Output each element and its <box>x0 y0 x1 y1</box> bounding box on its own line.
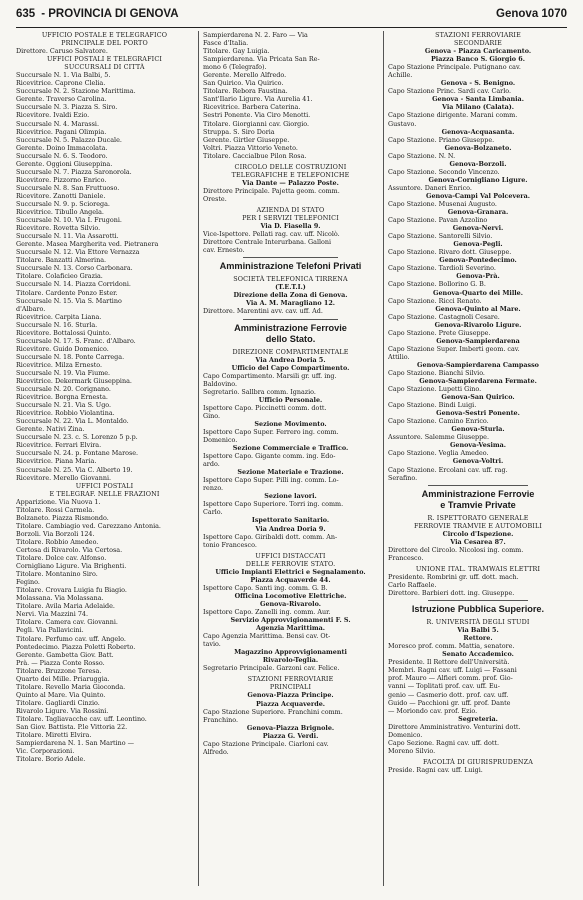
section-rule <box>428 485 528 486</box>
subheading: Genova-Vesima. <box>449 441 507 450</box>
header-title: - PROVINCIA DI GENOVA <box>41 8 179 20</box>
entry-line: Ricevitrice. Barbera Caterina. <box>203 103 301 112</box>
entry-line: San Giov. Battista. P.le Vittoria 22. <box>16 723 128 732</box>
entry-line: Succursale N. 20. Corignano. <box>16 385 111 394</box>
entry-line: Titolare. Avila Maria Adelaide. <box>16 602 115 611</box>
subheading: Genova-Rivarolo Ligure. <box>434 320 522 329</box>
entry-line: Ricevitrice. Pagani Olimpia. <box>16 127 107 136</box>
subheading: Genova-Pegli. <box>453 240 503 249</box>
entry-line: Ricevitore. Guido Domenico. <box>16 344 109 353</box>
section-heading: SOCIETÀ TELEFONICA TIRRENA <box>233 275 348 284</box>
entry-line: Succursale N. 6. S. Teodoro. <box>16 151 108 160</box>
header-right: Genova 1070 <box>496 8 567 20</box>
subheading: Genova-Campi Val Polcevera. <box>425 191 530 200</box>
entry-line: Capo Stazione. Lupetti Gino. <box>388 385 482 394</box>
entry-line: Ricevitrice. Tibullo Angela. <box>16 208 104 217</box>
entry-line: Baldovino. <box>203 379 238 388</box>
entry-line: Titolare. Dolce cav. Alfonso. <box>16 554 107 563</box>
section-heading: UFFICI POSTALI <box>75 481 134 490</box>
entry-line: Ricevitore. Ivaldi Ezio. <box>16 111 90 120</box>
entry-line: Titolare. Camera cav. Giovanni. <box>16 618 118 627</box>
entry-line: Direttore. Marentini avv. cav. uff. Ad. <box>203 307 323 316</box>
entry-line: Gino. <box>203 411 221 420</box>
entry-line: Capo Stazione Super. Imberti geom. cav. <box>388 344 520 353</box>
entry-line: Titolare. Colaficieo Grazia. <box>16 272 103 281</box>
entry-line: Direttore Amministrativo. Venturini dott. <box>388 722 521 731</box>
subheading: Genova-Rivarolo. <box>260 599 321 608</box>
entry-line: Ricevitore. Rovetta Silvio. <box>16 224 101 233</box>
subheading: Genova-Quinto al Mare. <box>435 304 521 313</box>
subheading: Via Andrea Doria 9. <box>255 524 326 533</box>
entry-line: Vic. Corporazioni. <box>16 747 75 756</box>
major-heading: Amministrazione Ferrovie <box>421 488 535 499</box>
entry-line: Gerente. Nativi Zina. <box>16 425 85 434</box>
entry-line: Capo Stazione. Rivaro dott. Giuseppe. <box>388 248 512 257</box>
section-heading: PER I SERVIZI TELEFONICI <box>242 214 339 223</box>
entry-line: Sant'Ilario Ligure. Via Aurelia 41. <box>203 95 313 104</box>
subheading: Genova-Piazza Principe. <box>247 691 334 700</box>
section-heading: R. UNIVERSITÀ DEGLI STUDI <box>426 618 530 627</box>
section-heading: SECONDARIE <box>453 39 502 48</box>
subheading: Sezione lavori. <box>264 492 317 501</box>
entry-line: renzo. <box>203 484 224 493</box>
entry-line: Assuntore. Salemme Giuseppe. <box>388 433 489 442</box>
subheading: Genova-Granara. <box>447 208 509 217</box>
subheading: Piazza Acquaverde 44. <box>250 575 331 584</box>
entry-line: Capo Stazione Superiore. Franchini comm. <box>203 707 343 716</box>
entry-line: Capo Stazione. Ricci Renato. <box>388 296 482 305</box>
entry-line: Titolare. Banzatti Almerina. <box>16 256 107 265</box>
section-heading: FERROVIE TRAMVIE E AUTOMOBILI <box>413 521 543 530</box>
major-heading: dello Stato. <box>265 333 316 344</box>
entry-line: Capo Stazione Principale. Putignano cav. <box>388 63 521 72</box>
entry-line: Succursale N. 14. Piazza Corridoni. <box>16 280 131 289</box>
entry-line: Attilio. <box>388 352 410 361</box>
entry-line: Voltri. Piazza Vittorio Veneto. <box>203 143 298 152</box>
column-3 <box>388 31 568 886</box>
entry-line: Titolare. Crovara Luigia fu Biagio. <box>16 586 127 595</box>
entry-line: Gerente. Girtler Giuseppe. <box>203 135 290 144</box>
entry-line: Capo Stazione. Tardioli Severino. <box>388 264 496 273</box>
entry-line: Domenico. <box>203 436 238 445</box>
subheading: Ufficio Impianti Elettrici e Segnalamento. <box>215 567 366 576</box>
entry-line: Quarto dei Mille. Priaruggia. <box>16 674 110 683</box>
entry-line: Domenico. <box>388 730 423 739</box>
entry-line: Titolare. Caccialbue Pilon Rosa. <box>203 151 307 160</box>
entry-line: Titolare. Borio Adele. <box>16 755 86 764</box>
subheading: Rettore. <box>463 634 493 643</box>
entry-line: Succursale N. 8. San Fruttuoso. <box>16 183 120 192</box>
entry-line: Cornigliano Ligure. Via Brighenti. <box>16 562 127 571</box>
section-heading: R. ISPETTORATO GENERALE <box>427 513 529 522</box>
entry-line: Capo Stazione. Bianchi Silvio. <box>388 368 485 377</box>
entry-line: Rivarolo Ligure. Via Rossini. <box>16 706 109 715</box>
subheading: Circolo d'Ispezione. <box>442 529 514 538</box>
header-rule <box>16 27 567 28</box>
entry-line: Titolare. Gay Luigia. <box>203 47 270 56</box>
entry-line: Ricevitrice. Borgna Ernesta. <box>16 393 108 402</box>
subheading: Via D. Fiasella 9. <box>260 222 321 231</box>
subheading: Ufficio del Capo Compartimento. <box>231 363 350 372</box>
section-heading: SUCCURSALI DI CITTÀ <box>64 63 145 72</box>
entry-line: cav. Ernesto. <box>203 246 245 255</box>
entry-line: Ispettore Capo. Piccinetti comm. dott. <box>203 403 327 412</box>
entry-line: Capo Compartimento. Marsili gr. uff. ing. <box>203 371 337 380</box>
entry-line: Borzoli. Via Borzoli 124. <box>16 529 95 538</box>
entry-line: Succursale N. 13. Corso Carbonara. <box>16 264 133 273</box>
page-header <box>16 8 567 24</box>
entry-line: Ricevitrice. Dekermark Giuseppina. <box>16 377 132 386</box>
subheading: Segreteria. <box>458 714 498 723</box>
subheading: Piazza Banco S. Giorgio 6. <box>431 55 525 64</box>
section-heading: E TELEGRAF. NELLE FRAZIONI <box>49 489 160 498</box>
entry-line: Struppa. S. Siro Doria <box>203 127 275 136</box>
entry-line: Succursale N. 17. S. Franc. d'Albaro. <box>16 336 136 345</box>
entry-line: Capo Stazione. Pavan Azzolino <box>388 216 488 225</box>
subheading: Genova-Sturla. <box>451 425 505 434</box>
entry-line: Guido — Pacchioni gr. uff. prof. Dante <box>388 698 511 707</box>
section-heading: FACOLTÀ DI GIURISPRUDENZA <box>423 757 533 766</box>
section-heading: CIRCOLO DELLE COSTRUZIONI <box>234 162 347 171</box>
entry-line: Ricevitore. Zanotti Daniele. <box>16 191 106 200</box>
entry-line: Titolare. Cambiagio ved. Carezzano Antonia. <box>16 521 161 530</box>
entry-line: Direttore Centrale Interurbana. Galloni <box>203 238 332 247</box>
subheading: Via Milano (Calata). <box>441 103 514 112</box>
section-heading: STAZIONI FERROVIARIE <box>247 675 334 684</box>
entry-line: Moresco prof. comm. Mattia, senatore. <box>388 642 515 651</box>
entry-line: Membri. Ragni cav. uff. Luigi — Fassani <box>388 666 517 675</box>
entry-line: Assuntore. Daneri Enrico. <box>388 183 472 192</box>
subheading: Sezione Commerciale e Traffico. <box>232 444 349 453</box>
page-number: 635 <box>16 8 36 20</box>
entry-line: Fegino. <box>16 578 40 587</box>
entry-line: Succursale N. 25. Via C. Alberto 19. <box>16 465 133 474</box>
subheading: Via Balbi 5. <box>457 626 499 635</box>
entry-line: Ricevitrice. Caprone Clelia. <box>16 79 106 88</box>
entry-line: Capo Stazione Principale. Ciarloni cav. <box>203 739 329 748</box>
entry-line: Capo Stazione dirigente. Marani comm. <box>388 111 518 120</box>
column-divider <box>198 31 199 886</box>
entry-line: Sampierdarena N. 2. Faro — Via <box>203 31 308 39</box>
column-1 <box>16 31 193 886</box>
entry-line: Titolare. Robbio Amedeo. <box>16 537 99 546</box>
subheading: Genova - S. Benigno. <box>440 79 516 88</box>
subheading: Genova-Quarto dei Mille. <box>433 288 523 297</box>
section-rule <box>243 257 338 258</box>
entry-line: Ricevitore. Bottalossi Quinto. <box>16 328 112 337</box>
subheading: Ispettorato Sanitario. <box>251 516 330 525</box>
subheading: Rivarolo-Teglia. <box>262 656 319 665</box>
entry-line: Ispettore Capo Super. Pilli ing. comm. Lo- <box>203 476 339 485</box>
entry-line: Titolare. Montanino Siro. <box>16 570 98 579</box>
entry-line: Ispettore Capo. Gigante comm. ing. Edo- <box>203 452 336 461</box>
subheading: Via A. M. Maragliano 12. <box>245 299 335 308</box>
subheading: Genova - Piazza Caricamento. <box>424 47 532 56</box>
subheading: Magazzino Approvvigionamenti <box>234 648 347 657</box>
entry-line: Succursale N. 23. c. S. Lorenzo 5 p.p. <box>16 433 138 442</box>
entry-line: Gerente. Doino Immacolata. <box>16 143 108 152</box>
entry-line: Vice-Ispettore. Pellati rag. cav. uff. Nicolò. <box>203 230 340 239</box>
section-heading: DIREZIONE COMPARTIMENTALE <box>232 347 349 356</box>
subheading: Genova-Nervi. <box>452 224 504 233</box>
entry-line: — Moriondo cav. prof. Ezio. <box>388 706 478 715</box>
entry-line: Gerente. Traverso Carolina. <box>16 95 107 104</box>
entry-line: Succursale N. 4. Marassi. <box>16 119 99 128</box>
section-heading: TELEGRAFICHE E TELEFONICHE <box>231 170 350 179</box>
entry-line: Capo Stazione. Prete Giuseppe. <box>388 328 491 337</box>
entry-line: Gerente. Masea Margherita ved. Pietranera <box>16 240 159 249</box>
entry-line: San Quirico. Via Quirico. <box>203 79 284 88</box>
entry-line: Capo Stazione. Camino Enrico. <box>388 417 489 426</box>
entry-line: Fasce d'Italia. <box>203 39 249 48</box>
entry-line: Succursale N. 10. Via I. Frugoni. <box>16 216 122 225</box>
entry-line: Succursale N. 15. Via S. Martino <box>16 296 122 305</box>
entry-line: Segretario Principale. Garzoni cav. Felice. <box>203 664 340 673</box>
section-rule <box>428 600 528 601</box>
entry-line: Franchino. <box>203 715 239 724</box>
subheading: Genova-San Quirico. <box>441 393 515 402</box>
entry-line: Ricevitrice. Ferrari Elvira. <box>16 441 102 450</box>
entry-line: Alfredo. <box>203 747 229 756</box>
subheading: Genova-Sampierdarena Fermate. <box>419 377 537 386</box>
entry-line: Prà. — Piazza Conte Rosso. <box>16 658 105 667</box>
subheading: (T.E.T.I.) <box>275 283 306 292</box>
entry-line: Gerente. Merello Alfredo. <box>203 71 287 80</box>
entry-line: Bolzaneto. Piazza Rismondo. <box>16 513 109 522</box>
entry-line: Direttore del Circolo. Nicolosi ing. comm. <box>388 545 524 554</box>
entry-line: Capo Stazione. N. N. <box>388 151 456 160</box>
entry-line: Quinto al Mare. Via Quinto. <box>16 690 106 699</box>
entry-line: Titolare. Giorgianni cav. Giorgio. <box>203 119 310 128</box>
entry-line: Ricevitrice. Carpita Liana. <box>16 312 102 321</box>
subheading: Via Dante — Palazzo Poste. <box>242 178 339 187</box>
entry-line: Direttore Principale. Pajetta geom. comm. <box>203 186 340 195</box>
entry-line: Ispettore Capo. Zanelli ing. comm. Aur. <box>203 608 331 616</box>
entry-line: Ricevitrice. Milza Ernesto. <box>16 360 103 369</box>
subheading: Agenzia Marittima. <box>255 624 326 633</box>
entry-line: Titolare. Rebora Faustina. <box>203 87 288 96</box>
entry-line: Achille. <box>388 71 413 80</box>
entry-line: Succursale N. 24. p. Fontane Marose. <box>16 449 139 458</box>
entry-line: Gerente. Oggioni Giuseppina. <box>16 159 113 168</box>
entry-line: prof. Mauro — Alfieri comm. prof. Gio- <box>388 674 513 683</box>
subheading: Genova-Bolzaneto. <box>444 143 512 152</box>
section-heading: UFFICI POSTALI E TELEGRAFICI <box>46 55 163 64</box>
entry-line: genio — Casmerio dott. prof. cav. uff. <box>388 690 509 699</box>
entry-line: Titolare. Bruzzone Teresa. <box>16 666 102 675</box>
entry-line: tonio Francesco. <box>203 540 257 549</box>
entry-line: Capo Stazione Princ. Sardi cav. Carlo. <box>388 87 512 96</box>
entry-line: Succursale N. 5. Palazzo Ducale. <box>16 135 122 144</box>
entry-line: Succursale N. 21. Via S. Ugo. <box>16 401 112 410</box>
entry-line: tavio. <box>203 640 221 649</box>
entry-line: Capo Stazione. Santorelli Silvio. <box>388 232 493 241</box>
column-divider <box>383 31 384 886</box>
entry-line: Succursale N. 7. Piazza Saronorola. <box>16 167 132 176</box>
entry-line: Capo Stazione. Priano Giuseppe. <box>388 135 495 144</box>
subheading: Genova-Pontedecimo. <box>439 256 517 265</box>
entry-line: Titolare. Revello Maria Gioconda. <box>16 682 126 691</box>
entry-line: Capo Stazione. Castagnoli Cesare. <box>388 312 500 321</box>
subheading: Genova-Sampierdarena Campasso <box>417 360 539 369</box>
subheading: Genova-Piazza Brignole. <box>246 723 335 732</box>
subheading: Direzione della Zona di Genova. <box>233 291 348 300</box>
entry-line: Presidente. Rombrini gr. uff. dott. mach. <box>388 572 519 581</box>
entry-line: Gerente. Gambetta Giov. Batt. <box>16 650 114 659</box>
entry-line: Apparizione. Via Nuova 1. <box>16 497 101 506</box>
entry-line: Ricevitrice. Piana Maria. <box>16 457 97 466</box>
entry-line: Gustavo. <box>388 119 417 128</box>
entry-line: Sestri Ponente. Via Ciro Menotti. <box>203 111 311 120</box>
entry-line: Succursale N. 18. Ponte Carrega. <box>16 352 125 361</box>
entry-line: Nervi. Via Mazzini 74. <box>16 610 89 619</box>
entry-line: Titolare. Miretti Elvira. <box>16 731 92 740</box>
entry-line: Sampierdarena N. 1. San Martino — <box>16 739 135 748</box>
entry-line: Moreno Silvio. <box>388 746 436 755</box>
subheading: Genova-Voltri. <box>452 457 504 466</box>
entry-line: Preside. Ragni cav. uff. Luigi. <box>388 765 483 774</box>
section-heading: DELLE FERROVIE STATO. <box>245 559 336 568</box>
entry-line: Ricevitore. Pizzorno Enrico. <box>16 175 107 184</box>
entry-line: Francesco. <box>388 553 424 562</box>
entry-line: Serafino. <box>388 473 418 482</box>
section-heading: PRINCIPALE DEL PORTO <box>61 39 148 48</box>
entry-line: Succursale N. 22. Via L. Montaldo. <box>16 417 129 426</box>
entry-line: Capo Stazione. Ercolani cav. uff. rag. <box>388 465 508 474</box>
entry-line: Capo Stazione. Bollorino G. B. <box>388 280 486 289</box>
major-heading: e Tramvie Private <box>440 499 516 510</box>
major-heading: Istruzione Pubblica Superiore. <box>411 604 545 615</box>
subheading: Genova-Acquasanta. <box>441 127 515 136</box>
section-heading: AZIENDA DI STATO <box>256 205 325 214</box>
entry-line: Titolare. Gagliardi Cinzio. <box>16 698 100 707</box>
entry-line: Succursale N. 11. Via Assarotti. <box>16 232 119 241</box>
entry-line: Ispettore Capo. Giribaldi dott. comm. An- <box>203 532 338 541</box>
entry-line: Presidente. Il Rettore dell'Università. <box>388 658 510 667</box>
section-rule <box>243 319 338 320</box>
entry-line: Ricevitore. Merello Giovanni. <box>16 473 112 482</box>
entry-line: Certosa di Rivarolo. Via Certosa. <box>16 546 123 554</box>
entry-line: Succursale N. 1. Via Balbi, 5. <box>16 71 111 80</box>
section-heading: PRINCIPALI <box>269 683 312 692</box>
entry-line: Pontedecimo. Piazza Poletti Roberto. <box>16 642 136 651</box>
section-heading: UFFICIO POSTALE E TELEGRAFICO <box>41 31 168 39</box>
subheading: Via Andrea Doria 5. <box>255 355 326 364</box>
subheading: Servizio Approvvigionamenti F. S. <box>230 616 351 625</box>
entry-line: Sampierdarena. Via Pricata San Re- <box>203 55 320 64</box>
entry-line: Direttore. Barbieri dott. ing. Giuseppe. <box>388 589 515 598</box>
entry-line: Ispettore Capo. Santi ing. comm. G. B. <box>203 583 328 592</box>
entry-line: d'Albaro. <box>16 304 46 313</box>
subheading: Genova - Santa Limbania. <box>432 95 524 104</box>
section-heading: UFFICI DISTACCATI <box>255 551 326 560</box>
entry-line: Ispettore Capo Super. Ferrero ing. comm. <box>203 427 339 436</box>
entry-line: Molassana. Via Molassana. <box>16 594 104 603</box>
subheading: Ufficio Personale. <box>258 395 323 404</box>
subheading: Sezione Movimento. <box>254 419 327 428</box>
entry-line: Carlo. <box>203 508 223 517</box>
entry-line: Capo Agenzia Marittima. Bensi cav. Ot- <box>203 632 331 641</box>
entry-line: Titolare. Perfumo cav. uff. Angelo. <box>16 634 126 643</box>
entry-line: Succursale N. 16. Sturla. <box>16 320 98 329</box>
entry-line: Ricevitrice. Robbio Violantina. <box>16 409 115 418</box>
entry-line: Carlo Raffaele. <box>388 581 437 589</box>
entry-line: Ispettore Capo Superiore. Torri ing. comm. <box>203 500 344 509</box>
subheading: Piazza G. Verdi. <box>262 731 319 740</box>
subheading: Genova-Borzoli. <box>449 159 507 168</box>
entry-line: Succursale N. 12. Via Ettore Vernazza <box>16 248 140 257</box>
entry-line: Oreste. <box>203 194 227 203</box>
entry-line: Capo Stazione. Secondo Vincenzo. <box>388 167 500 176</box>
entry-line: Capo Stazione. Bindi Luigi. <box>388 401 477 410</box>
subheading: Genova-Prà. <box>456 272 500 281</box>
entry-line: Titolare. Tagliavacche cav. uff. Leontino. <box>16 714 147 723</box>
subheading: Officina Locomotive Elettriche. <box>234 591 347 600</box>
subheading: Piazza Acquaverde. <box>255 699 325 708</box>
entry-line: Titolare. Cardente Ponzo Ester. <box>16 288 118 297</box>
entry-line: Titolare. Rossi Carmela. <box>16 505 95 514</box>
subheading: Sezione Materiale e Trazione. <box>237 468 344 477</box>
entry-line: Succursale N. 2. Stazione Marittima. <box>16 87 136 96</box>
subheading: Senato Accademico. <box>442 650 514 659</box>
section-heading: UNIONE ITAL. TRAMWAIS ELETTRI <box>415 564 541 573</box>
column-2 <box>203 31 378 886</box>
entry-line: vanni — Toplitati prof. cav. uff. Eu- <box>388 682 500 691</box>
entry-line: Segretario. Sallbra comm. Ignazio. <box>203 387 316 396</box>
entry-line: Direttore. Caruso Salvatore. <box>16 47 108 56</box>
subheading: Genova-Sestri Ponente. <box>436 409 520 418</box>
subheading: Genova-Cornigliano Ligure. <box>428 175 528 184</box>
entry-line: Succursale N. 9. p. Sciorega. <box>16 199 110 208</box>
entry-line: mono 6 (Telegrafo). <box>203 63 267 72</box>
entry-line: ardo. <box>203 460 220 469</box>
major-heading: Amministrazione Ferrovie <box>234 322 347 333</box>
section-heading: STAZIONI FERROVIARIE <box>435 31 521 39</box>
subheading: Via Cesarea 87. <box>450 537 506 546</box>
entry-line: Pegli. Via Pallavicini. <box>16 626 84 635</box>
entry-line: Succursale N. 3. Piazza S. Siro. <box>16 103 118 112</box>
entry-line: Capo Stazione. Veglia Amedeo. <box>388 449 489 458</box>
entry-line: Capo Stazione. Musenai Augusto. <box>388 199 497 208</box>
entry-line: Succursale N. 19. Via Fiume. <box>16 368 111 377</box>
entry-line: Capo Sezione. Ragni cav. uff. dott. <box>388 738 499 747</box>
major-heading: Amministrazione Telefoni Privati <box>219 261 362 272</box>
subheading: Genova-Sampierdarena <box>436 336 520 345</box>
